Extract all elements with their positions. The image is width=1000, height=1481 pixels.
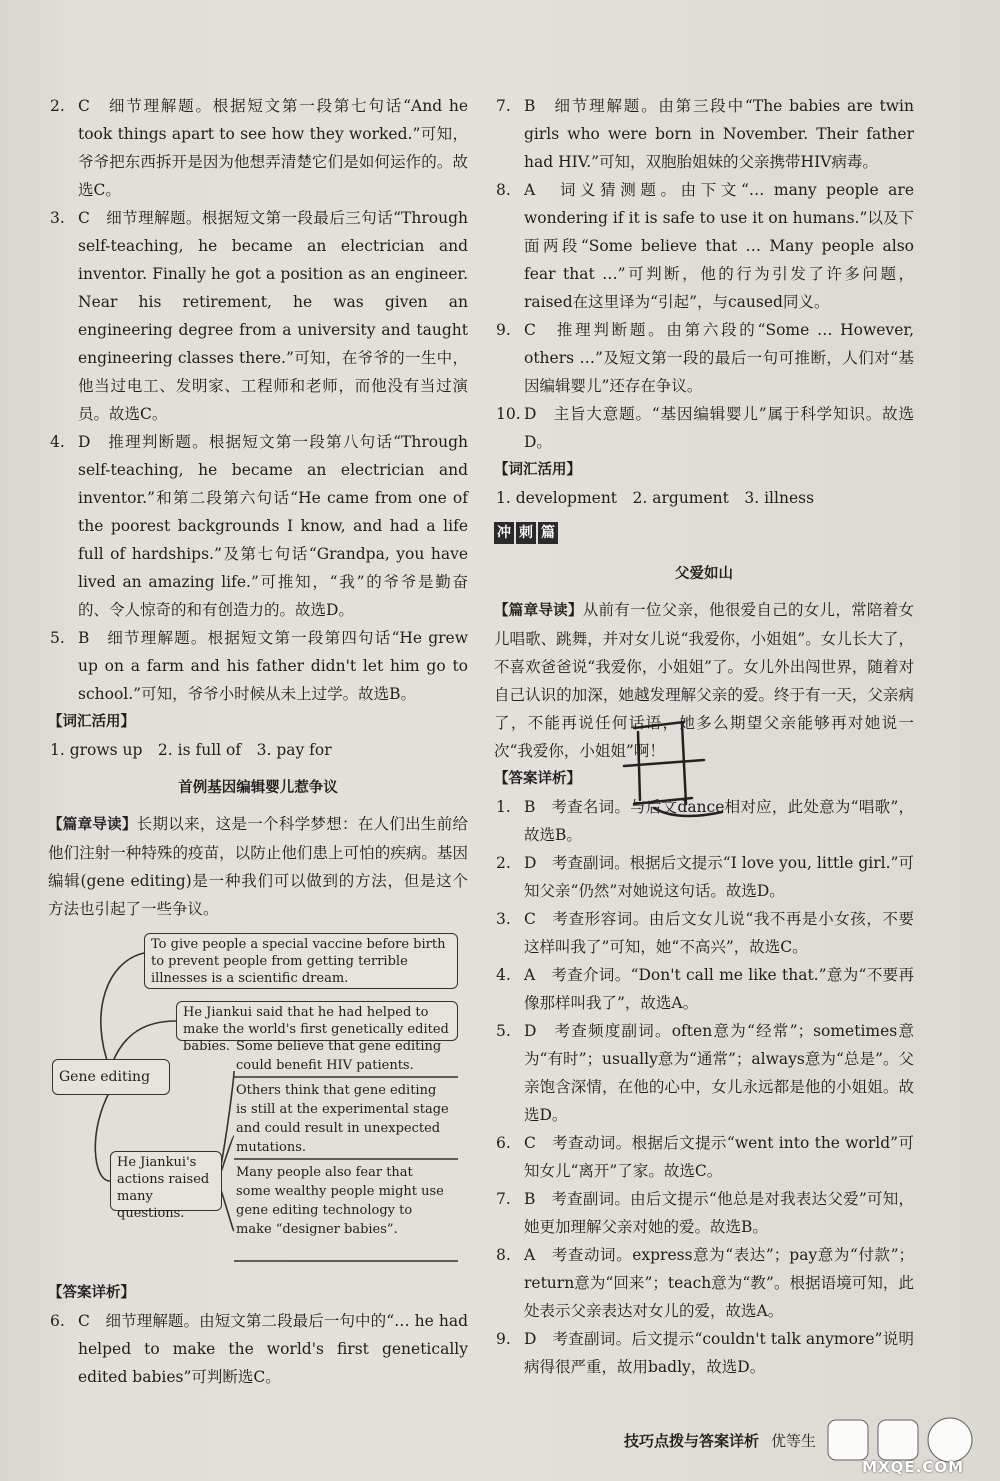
watermark-glyph — [828, 1420, 868, 1460]
answer-heading: 【答案详析】 — [48, 1285, 135, 1301]
answer-item: 9. D 考查副词。后文提示“couldn't talk anymore”说明病得很严重，故用badly，故选D。 — [496, 1330, 914, 1376]
mind-map-box: To give people a special vaccine before birth to prevent people from getting terrible illnesses is a scientific dream. — [144, 933, 458, 989]
watermark-glyph — [928, 1418, 972, 1462]
article-intro: 【篇章导读】从前有一位父亲，他很爱自己的女儿，常陪着女儿唱歌、跳舞，并对女儿说“我爱你，小姐姐”。女儿长大了，不喜欢爸爸说“我爱你，小姐姐”了。女儿外出闯世界，随着对自己认识的加深，她越发理解父亲的爱。终于有一天，父亲病了，不能再说任何话语，她多么期望父亲能够再对她说一次“我爱你，小姐姐”啊！ — [494, 601, 914, 760]
branch-line — [95, 1091, 110, 1181]
branch-line — [101, 953, 144, 1069]
handwriting-scribble — [594, 708, 734, 828]
answer-heading: 【答案详析】 — [494, 771, 581, 787]
vocab-heading: 【词汇活用】 — [494, 462, 581, 478]
scribble-stroke — [634, 722, 684, 728]
answer-item: 10. D 主旨大意题。“基因编辑婴儿”属于科学知识。故选D。 — [496, 405, 914, 451]
article-title: 父爱如山 — [675, 566, 733, 582]
answer-item: 9. C 推理判断题。由第六段的“Some … However, others …”及短文第一段的最后一句可推断，人们对“基因编辑婴儿”还存在争议。 — [496, 321, 914, 395]
vocab-answers: 1. development 2. argument 3. illness — [496, 489, 815, 507]
mind-map-leaf: Others think that gene editing is still at the experimental stage and could result in unexpected mutations. — [236, 1083, 449, 1155]
answer-item: 5. D 考查频度副词。often意为“经常”；sometimes意为“有时”；usually意为“通常”；always意为“总是”。父亲饱含深情，在他的心中，女儿永远都是他的小姐姐。故选D。 — [496, 1022, 914, 1124]
scribble-stroke — [682, 724, 686, 804]
scribble-stroke — [624, 760, 704, 766]
answer-item: 4. A 考查介词。“Don't call me like that.”意为“不要再像那样叫我了”，故选A。 — [496, 966, 914, 1012]
answer-item: 6. C 细节理解题。由短文第二段最后一句中的“… he had helped to make the world's first genetically edited babies”可判断选C。 — [50, 1312, 468, 1386]
vocab-heading: 【词汇活用】 — [48, 714, 135, 730]
article-title: 首例基因编辑婴儿惹争议 — [178, 780, 338, 796]
left-column — [48, 92, 468, 1391]
answer-item: 8. A 考查动词。express意为“表达”；pay意为“付款”；return意为“回来”；teach意为“教”。根据语境可知，此处表示父亲表达对女儿的爱，故选A。 — [496, 1246, 914, 1320]
answer-item: 7. B 细节理解题。由第三段中“The babies are twin girls who were born in November. Their father had HIV.”可知，双胞胎姐妹的父亲携带HIV病毒。 — [496, 97, 914, 171]
watermark-text: MXQE.COM — [862, 1458, 964, 1476]
section-badge: 冲 刺 篇 — [494, 518, 560, 546]
mind-map-leaf: Some believe that gene editing could benefit HIV patients. — [236, 1039, 442, 1073]
page-footer: 技巧点拨与答案详析 优等生 — [624, 1432, 817, 1450]
mind-map-box: He Jiankui's actions raised many questions. — [110, 1151, 222, 1211]
scribble-stroke — [634, 798, 692, 804]
answer-item: 3. C 细节理解题。根据短文第一段最后三句话“Through self-teaching, he became an electrician and inventor. Finally he got a position as an engineer. Near his retirement, he was given an engineering degree from a university and taught engineering classes there.”可知，在爷爷的一生中，他当过电工、发明家、工程师和老师，而他没有当过演员。故选C。 — [50, 209, 468, 423]
answer-item: 3. C 考查形容词。由后文女儿说“我不再是小女孩，不要这样叫我了”可知，她“不高兴”，故选C。 — [496, 910, 914, 956]
mind-map — [48, 931, 468, 1271]
answer-item: 2. D 考查副词。根据后文提示“I love you, little girl.”可知父亲“仍然”对她说这句话。故选D。 — [496, 854, 914, 900]
answer-item: 7. B 考查副词。由后文提示“他总是对我表达父爱”可知，她更加理解父亲对她的爱。故选B。 — [496, 1190, 914, 1236]
answer-item: 2. C 细节理解题。根据短文第一段第七句话“And he took things apart to see how they worked.”可知，爷爷把东西拆开是因为他想弄清楚它们是如何运作的。故选C。 — [50, 97, 468, 199]
answer-item: 8. A 词义猜测题。由下文“… many people are wondering if it is safe to use it on humans.”以及下面两段“Some believe that … Many people also fear that …”可判断，他的行为引发了许多问题，raised在这里译为“引起”，与caused同义。 — [496, 181, 914, 311]
mind-map-center: Gene editing — [52, 1059, 170, 1095]
answer-item: 1. B 考查名词。与后文dance相对应，此处意为“唱歌”，故选B。 — [496, 798, 914, 844]
mind-map-box: He Jiankui said that he had helped to make the world's first genetically edited babies. — [176, 1001, 458, 1041]
mind-map-leaf: Many people also fear that some wealthy people might use gene editing technology to make “designer babies”. — [236, 1165, 444, 1237]
vocab-answers: 1. grows up 2. is full of 3. pay for — [50, 741, 332, 759]
article-intro: 【篇章导读】长期以来，这是一个科学梦想：在人们出生前给他们注射一种特殊的疫苗，以防止他们患上可怕的疾病。基因编辑(gene editing)是一种我们可以做到的方法，但是这个方法也引起了一些争议。 — [48, 815, 468, 918]
answer-item: 5. B 细节理解题。根据短文第一段第四句话“He grew up on a farm and his father didn't let him go to school.”可知，爷爷小时候从未上过学。故选B。 — [50, 629, 468, 703]
watermark-glyph — [878, 1420, 918, 1460]
answer-item: 4. D 推理判断题。根据短文第一段第八句话“Through self-teaching, he became an electrician and inventor.”和第二段第六句话“He came from one of the poorest backgrounds I know, and had a life full of hardships.”及第七句话“Grandpa, you have lived an amazing life.”可推知，“我”的爷爷是勤奋的、令人惊奇的和有创造力的。故选D。 — [50, 433, 468, 619]
answer-item: 6. C 考查动词。根据后文提示“went into the world”可知女儿“离开”了家。故选C。 — [496, 1134, 914, 1180]
scribble-stroke — [654, 808, 722, 816]
